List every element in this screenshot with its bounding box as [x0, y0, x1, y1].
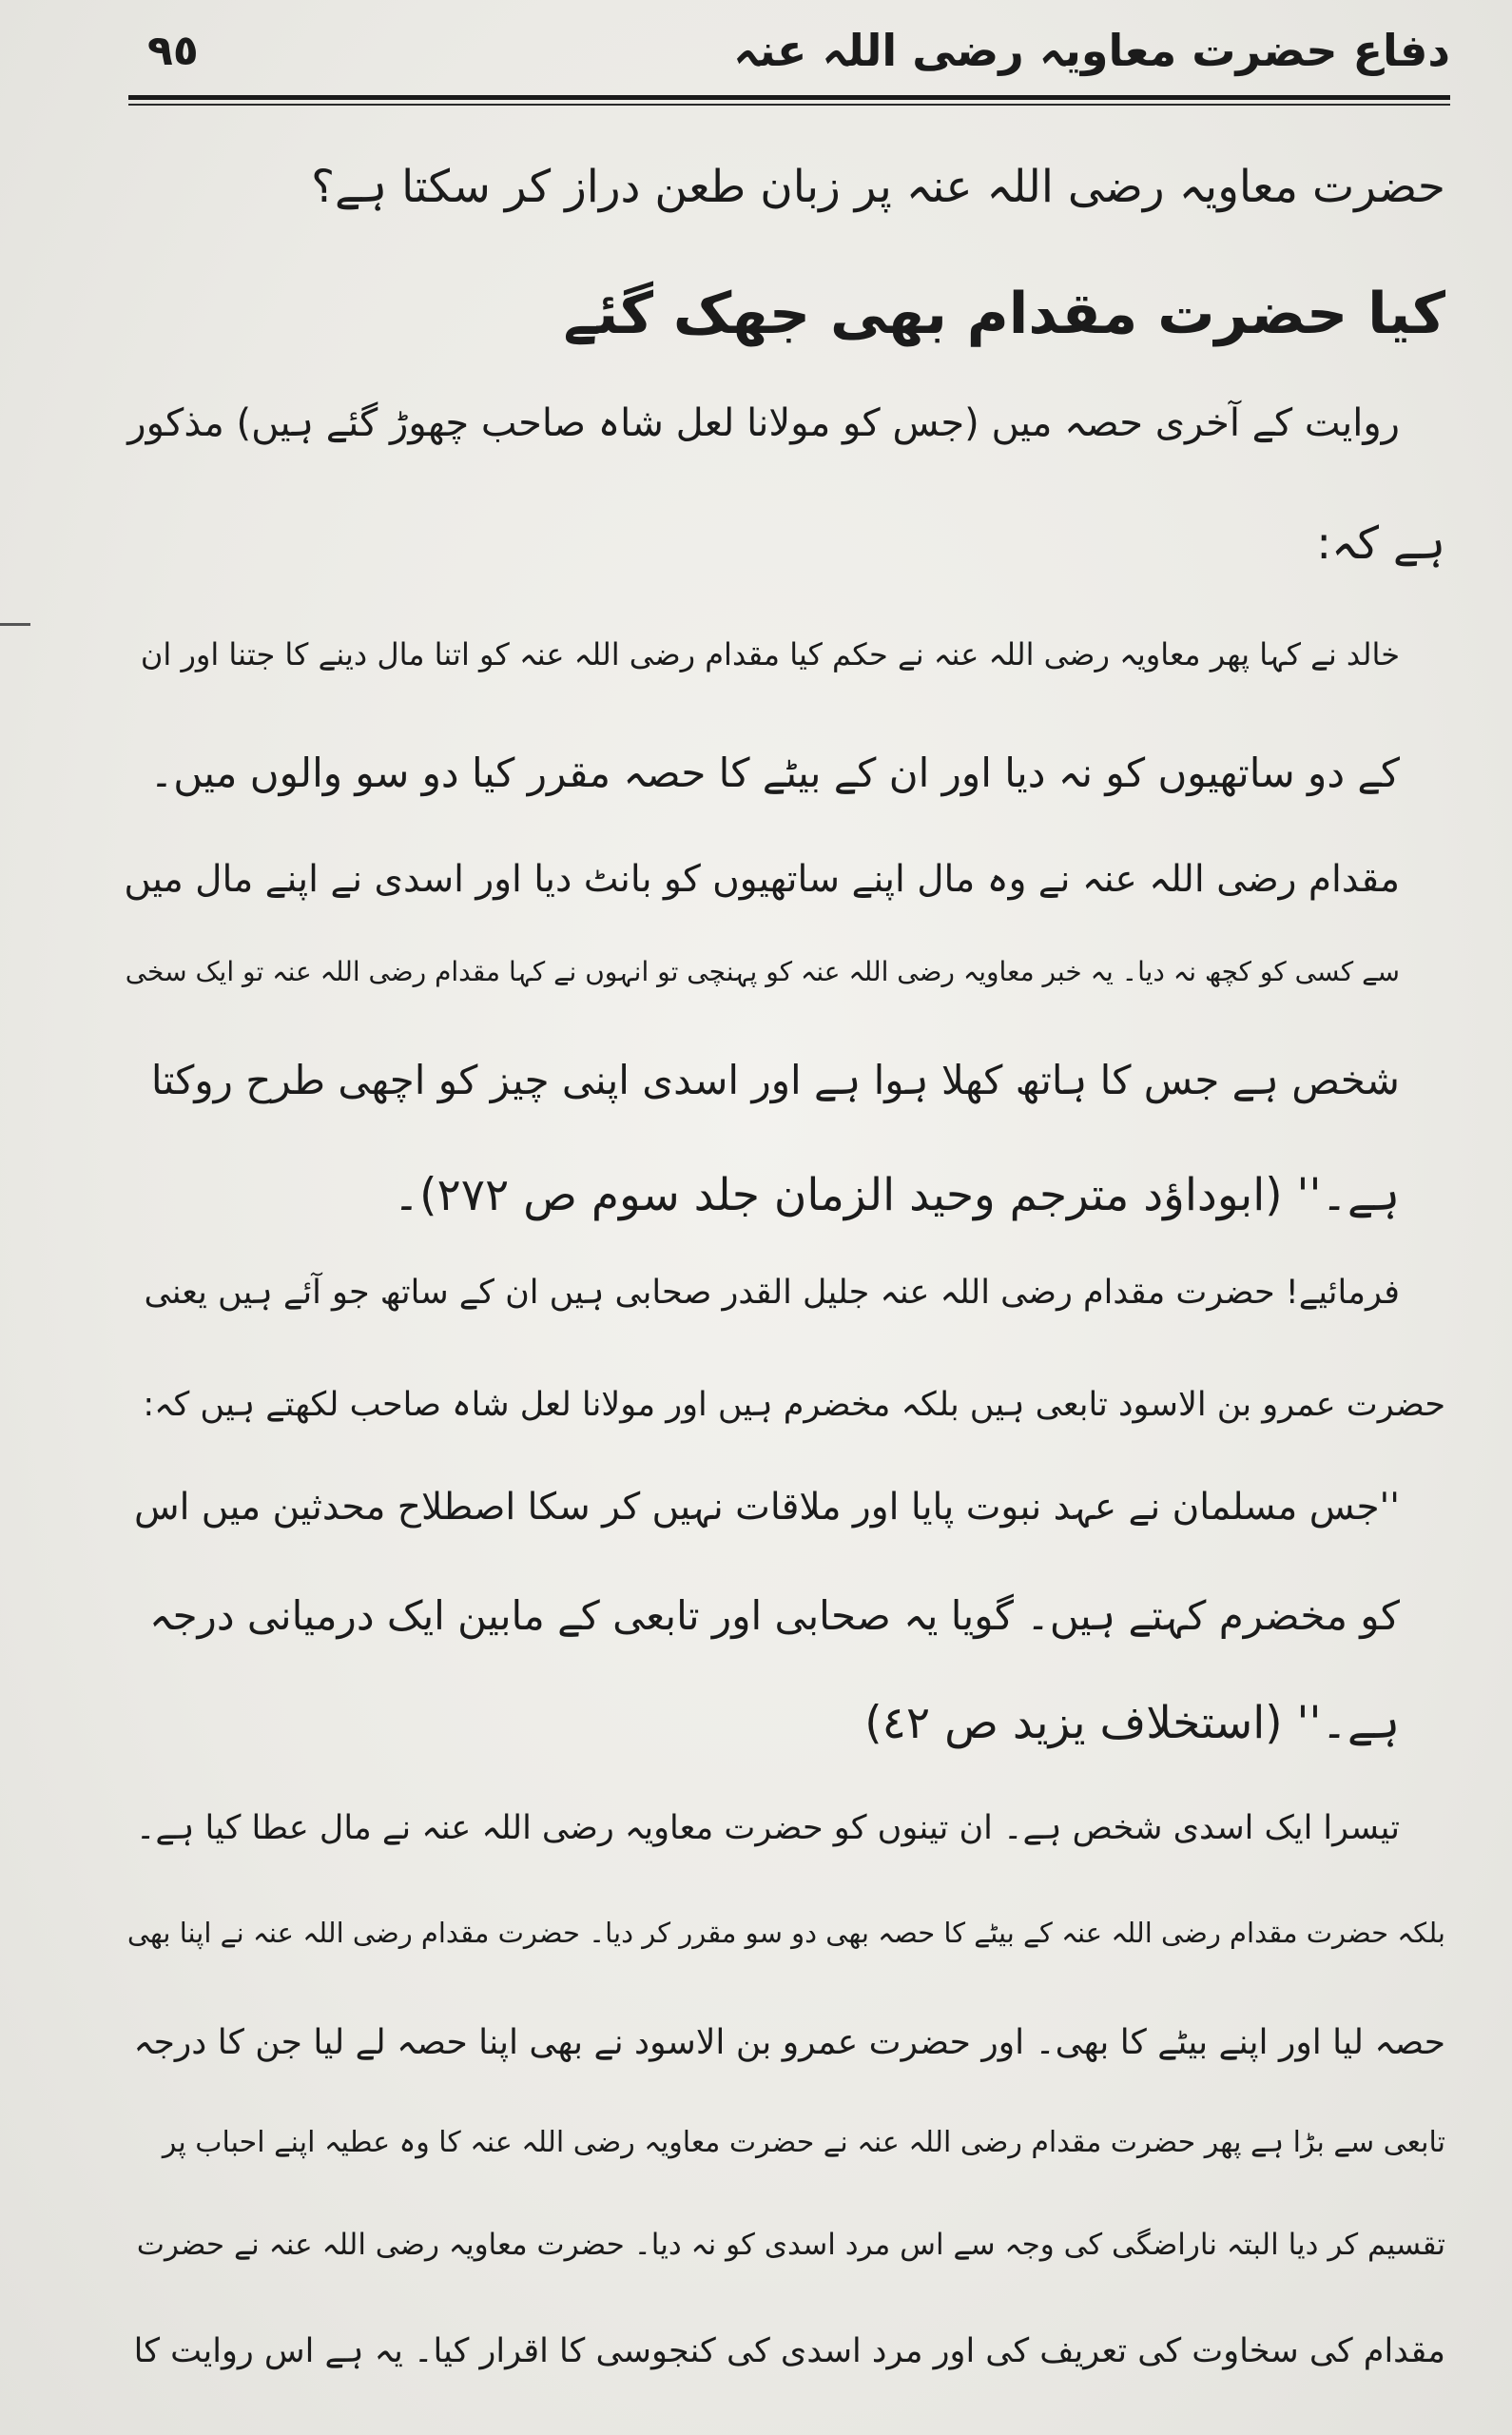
- text-line: تابعی سے بڑا ہے پھر حضرت مقدام رضی اللہ عنہ نے حضرت معاویہ رضی اللہ عنہ کا وہ عطیہ اپنے احباب پر: [162, 2126, 1445, 2159]
- text-line: فرمائیے! حضرت مقدام رضی اللہ عنہ جلیل القدر صحابی ہیں ان کے ساتھ جو آئے ہیں یعنی: [144, 1274, 1400, 1312]
- section-heading: کیا حضرت مقدام بھی جھک گئے: [563, 281, 1445, 347]
- header-rule: [128, 95, 1450, 100]
- margin-mark: [0, 623, 30, 626]
- text-line: حضرت عمرو بن الاسود تابعی ہیں بلکہ مخضرم ہیں اور مولانا لعل شاہ صاحب لکھتے ہیں کہ:: [143, 1386, 1445, 1424]
- text-line: حضرت معاویہ رضی اللہ عنہ پر زبان طعن دراز کر سکتا ہے؟: [311, 161, 1445, 213]
- text-line: تقسیم کر دیا البتہ ناراضگی کی وجہ سے اس مرد اسدی کو نہ دیا۔ حضرت معاویہ رضی اللہ عنہ نے حضرت: [136, 2228, 1445, 2262]
- quote-line: سے کسی کو کچھ نہ دیا۔ یہ خبر معاویہ رضی اللہ عنہ کو پہنچی تو انہوں نے کہا مقدام رضی اللہ عنہ تو ایک سخی: [125, 956, 1400, 987]
- header-rule-thin: [128, 104, 1450, 106]
- quote-line: کے دو ساتھیوں کو نہ دیا اور ان کے بیٹے کا حصہ مقرر کیا دو سو والوں میں۔: [149, 750, 1400, 796]
- quote-citation: ہے۔'' (استخلاف یزید ص ٤٢): [864, 1697, 1400, 1749]
- running-title: دفاع حضرت معاویہ رضی اللہ عنہ: [733, 25, 1450, 76]
- text-line: تیسرا ایک اسدی شخص ہے۔ ان تینوں کو حضرت معاویہ رضی اللہ عنہ نے مال عطا کیا ہے۔: [135, 1809, 1400, 1847]
- page-number: ٩٥: [147, 27, 199, 75]
- quote-line: کو مخضرم کہتے ہیں۔ گویا یہ صحابی اور تابعی کے مابین ایک درمیانی درجہ: [148, 1592, 1400, 1639]
- page-header: [128, 19, 1450, 93]
- quote-line: خالد نے کہا پھر معاویہ رضی اللہ عنہ نے حکم کیا مقدام رضی اللہ عنہ کو اتنا مال دینے کا جتنا اور ان: [140, 636, 1400, 672]
- text-line: روایت کے آخری حصہ میں (جس کو مولانا لعل شاہ صاحب چھوڑ گئے ہیں) مذکور: [127, 401, 1400, 445]
- quote-citation: ہے۔'' (ابوداؤد مترجم وحید الزمان جلد سوم ص ٢٧٢)۔: [393, 1169, 1400, 1221]
- quote-line: ''جس مسلمان نے عہد نبوت پایا اور ملاقات نہیں کر سکا اصطلاح محدثین میں اس: [133, 1486, 1400, 1529]
- text-line: ہے کہ:: [1316, 517, 1445, 570]
- text-line: مقدام کی سخاوت کی تعریف کی اور مرد اسدی کی کنجوسی کا اقرار کیا۔ یہ ہے اس روایت کا: [133, 2332, 1445, 2370]
- quote-line: مقدام رضی اللہ عنہ نے وہ مال اپنے ساتھیوں کو بانٹ دیا اور اسدی نے اپنے مال میں: [124, 858, 1400, 901]
- text-line: حصہ لیا اور اپنے بیٹے کا بھی۔ اور حضرت عمرو بن الاسود نے بھی اپنا حصہ لے لیا جن کا درجہ: [133, 2023, 1445, 2062]
- text-line: بلکہ حضرت مقدام رضی اللہ عنہ کے بیٹے کا حصہ بھی دو سو مقرر کر دیا۔ حضرت مقدام رضی اللہ عنہ نے اپنا بھی: [126, 1917, 1445, 1949]
- quote-line: شخص ہے جس کا ہاتھ کھلا ہوا ہے اور اسدی اپنی چیز کو اچھی طرح روکتا: [150, 1057, 1400, 1103]
